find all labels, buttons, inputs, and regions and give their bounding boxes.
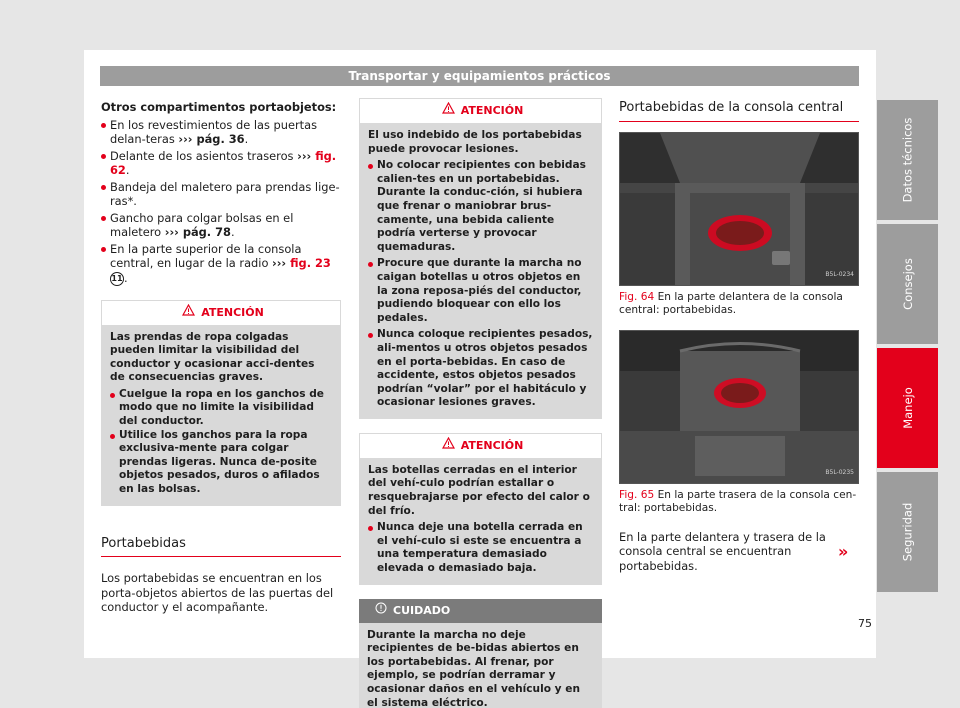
page-reference-link[interactable]: fig. 62 xyxy=(110,148,337,177)
warning-triangle-icon xyxy=(442,434,455,458)
side-tab-manejo[interactable] xyxy=(877,348,938,468)
reference-arrow-icon: ››› xyxy=(164,225,183,239)
compartments-heading: Otros compartimentos portaobjetos: xyxy=(101,100,337,114)
warning-title: ATENCIÓN xyxy=(460,438,524,452)
column-right xyxy=(619,100,859,573)
compartment-item-text: En los revestimientos de las puertas delan-teras xyxy=(110,117,318,146)
callout-number-badge: 11 xyxy=(110,272,124,286)
section-title: Portabebidas de la consola central xyxy=(619,100,844,115)
compartments-list xyxy=(101,118,341,286)
warning-triangle-icon xyxy=(442,99,455,123)
section-title: Portabebidas xyxy=(101,535,186,551)
continue-arrow-icon: » xyxy=(838,542,849,561)
compartment-item-text: Bandeja del maletero para prendas lige-ras*. xyxy=(110,179,340,208)
figure-64-image xyxy=(619,132,859,286)
column-middle xyxy=(359,98,602,708)
compartment-item: En los revestimientos de las puertas delan-teras ››› pág. 36. xyxy=(101,118,341,147)
side-tab-seguridad[interactable] xyxy=(877,472,938,592)
figure-65-image xyxy=(619,330,859,484)
reference-arrow-icon: ››› xyxy=(178,132,197,146)
side-tab-label: Manejo xyxy=(900,387,915,429)
side-tab-consejos[interactable] xyxy=(877,224,938,344)
warning-body xyxy=(102,325,340,505)
warning-box-bottles xyxy=(359,433,602,585)
caution-title: CUIDADO xyxy=(393,603,451,617)
warning-body xyxy=(360,458,601,584)
warning-intro: Las prendas de ropa colgadas pueden limitar la visibilidad del conductor y ocasionar acci-dentes de consecuencias graves. xyxy=(110,330,315,384)
warning-title: ATENCIÓN xyxy=(201,305,264,319)
warning-item: Nunca deje una botella cerrada en el vehí-culo si este se encuentra a una temperatura demasiado elevada o demasiado baja. xyxy=(368,521,593,575)
compartment-item-text: Delante de los asientos traseros xyxy=(110,148,298,163)
figure-label: Fig. 64 xyxy=(619,290,655,303)
warning-item: Nunca coloque recipientes pesados, ali-mentos u otros objetos pesados en el porta-bebidas. En caso de accidente, estos objetos pesados podrían “volar” por el habitáculo y ocasionar lesiones graves. xyxy=(368,328,593,410)
warning-intro: El uso indebido de los portabebidas puede provocar lesiones. xyxy=(368,129,582,155)
warning-item: Utilice los ganchos para la ropa exclusiva-mente para colgar prendas ligeras. Nunca de-posite objetos pesados, duros o afilados en las bolsas. xyxy=(110,429,332,497)
page-number: 75 xyxy=(858,617,872,630)
caution-text: Durante la marcha no deje recipientes de be-bidas abiertos en los portabebidas. Al frenar, por ejemplo, se podrían derramar y ocasionar daños en el vehículo y en el sistema eléctrico. xyxy=(367,628,580,708)
compartment-item: Delante de los asientos traseros ››› fig. 62. xyxy=(101,149,341,178)
page-reference-link[interactable]: fig. 23 xyxy=(290,256,331,270)
section-paragraph: Los portabebidas se encuentran en los porta-objetos abiertos de las puertas del conductor y el acompañante. xyxy=(101,571,334,615)
warning-box-drinks xyxy=(359,98,602,419)
warning-item: Cuelgue la ropa en los ganchos de modo que no limite la visibilidad del conductor. xyxy=(110,388,332,429)
column-left xyxy=(101,100,341,615)
info-circle-icon xyxy=(375,599,387,623)
compartment-item: Gancho para colgar bolsas en el maletero ››› pág. 78. xyxy=(101,211,341,240)
caution-header xyxy=(359,599,602,623)
figure-64-caption xyxy=(619,291,859,318)
side-tab-label: Seguridad xyxy=(900,502,915,562)
warning-triangle-icon xyxy=(182,301,195,325)
section-portabebidas xyxy=(101,536,341,558)
front-console-cupholder-illustration xyxy=(620,133,859,286)
reference-arrow-icon: ››› xyxy=(297,148,316,163)
warning-item: Procure que durante la marcha no caigan botellas u otros objetos en la zona reposa-piés del conductor, pudiendo bloquear con ello los pedales. xyxy=(368,257,593,325)
warning-title: ATENCIÓN xyxy=(460,104,524,117)
figure-65-caption xyxy=(619,489,859,516)
page-reference-link[interactable]: pág. 36 xyxy=(196,132,245,146)
compartment-item-text: En la parte superior de la consola central, en lugar de la radio xyxy=(110,241,302,270)
page-reference-link[interactable]: pág. 78 xyxy=(182,225,231,239)
caution-box xyxy=(359,599,602,708)
side-tab-label: Consejos xyxy=(900,258,915,310)
compartment-item: En la parte superior de la consola central, en lugar de la radio ››› fig. 23 11. xyxy=(101,242,341,286)
warning-header xyxy=(360,434,601,458)
side-tab-label: Datos técnicos xyxy=(900,117,915,203)
figure-label: Fig. 65 xyxy=(619,488,655,501)
compartment-item xyxy=(101,180,341,209)
reference-arrow-icon: ››› xyxy=(272,256,291,270)
section-console xyxy=(619,100,859,122)
warning-box-clothes xyxy=(101,300,341,506)
warning-item: No colocar recipientes con bebidas calien-tes en un portabebidas. Durante la conduc-ción, si hubiera que frenar o maniobrar brus-camente, una bebida caliente podría verterse y provocar quemaduras. xyxy=(368,159,593,254)
compartment-item-text: Gancho para colgar bolsas en el maletero xyxy=(110,210,294,239)
rear-console-cupholder-illustration xyxy=(620,331,859,484)
console-paragraph: En la parte delantera y trasera de la consola central se encuentran portabebidas. xyxy=(619,529,826,573)
figure-code: B5L-0234 xyxy=(825,271,854,278)
warning-body xyxy=(360,123,601,418)
side-tab-datos-tecnicos[interactable] xyxy=(877,100,938,220)
figure-caption-text: En la parte delantera de la consola central: portabebidas. xyxy=(619,290,843,317)
warning-intro: Las botellas cerradas en el interior del vehí-culo podrían estallar o resquebrajarse por efecto del calor o del frío. xyxy=(368,463,590,517)
page-header: Transportar y equipamientos prácticos xyxy=(100,66,859,86)
warning-header xyxy=(360,99,601,123)
warning-header xyxy=(102,301,340,325)
figure-code: B5L-0235 xyxy=(825,469,854,477)
caution-body xyxy=(359,623,602,708)
figure-caption-text: En la parte trasera de la consola cen-tral: portabebidas. xyxy=(619,488,857,515)
